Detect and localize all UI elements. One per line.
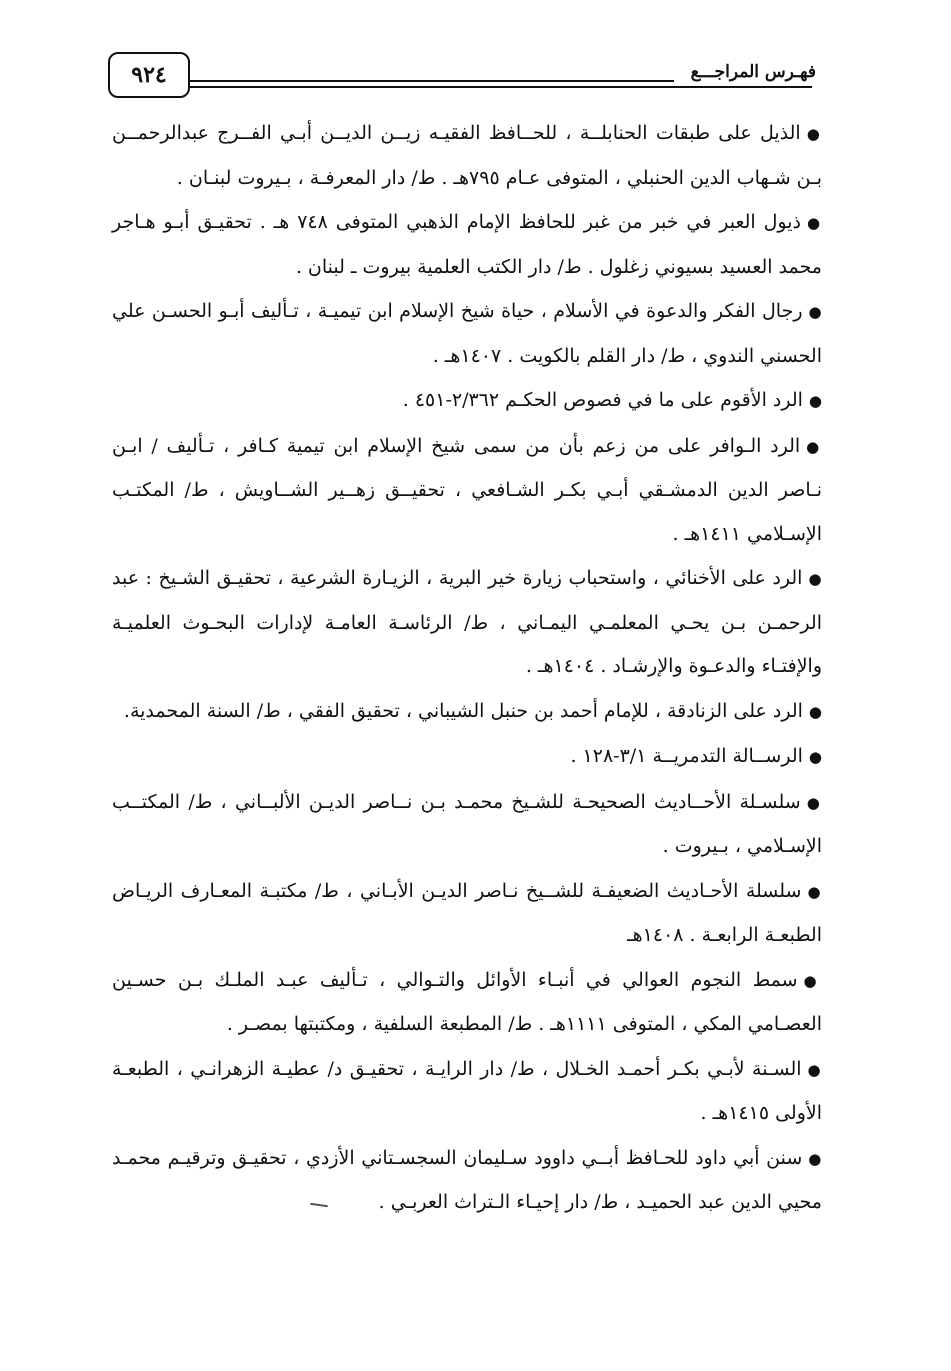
reference-entry	[112, 201, 822, 289]
bullet-icon: ●	[807, 1060, 822, 1079]
reference-entry-text: ذيول العبر في خبر من غبر للحافظ الإمام الذهبي المتوفى ٧٤٨ هـ . تحقيـق أبـو هـاجر محمد العسيد بسيوني زغلول . ط/ دار الكتب العلمية بيروت ـ لبنان .	[112, 211, 822, 278]
reference-entry-text: الرســالة التدمريــة ٣/١-١٢٨ .	[570, 745, 803, 767]
bullet-icon: ●	[807, 882, 822, 901]
reference-entry	[112, 379, 822, 424]
reference-entry-text: سنن أبي داود للحـافظ أبــي داوود سـليمان السجسـتاني الأزدي ، تحقيـق وترقيـم محمـد محيي الدين عبد الحميـد ، ط/ دار إحيـاء الـتراث العربـي .	[112, 1146, 822, 1213]
header-rule-short	[190, 80, 674, 82]
running-title: فهـرس المراجـــع	[690, 62, 816, 82]
reference-list	[112, 112, 822, 1226]
bullet-icon: ●	[808, 392, 822, 410]
bullet-icon: ●	[803, 971, 822, 990]
bullet-icon: ●	[808, 748, 822, 766]
bullet-icon: ●	[808, 1149, 822, 1168]
reference-entry	[112, 690, 822, 735]
reference-entry	[112, 1137, 822, 1225]
reference-entry	[112, 1048, 822, 1136]
reference-entry	[112, 557, 822, 689]
bullet-icon: ●	[806, 125, 822, 143]
reference-entry	[112, 112, 822, 200]
reference-entry-text: الذيل على طبقات الحنابلــة ، للحــافظ الفقيـه زيــن الديــن أبـي الفــرج عبدالرحمــن بـن شـهاب الدين الحنبلي ، المتوفى عـام ٧٩٥هـ . ط/ دار المعرفـة ، بـيروت لبنـان .	[112, 122, 822, 189]
reference-entry	[112, 959, 822, 1047]
bullet-icon: ●	[806, 793, 822, 812]
reference-entry	[112, 290, 822, 378]
reference-entry	[112, 735, 822, 780]
header-rule-long	[190, 86, 812, 88]
reference-entry-text: سلسـلة الأحــاديث الصحيحـة للشـيخ محمـد بـن نــاصر الديـن الألبــاني ، ط/ المكتــب الإسـلامي ، بـيروت .	[112, 790, 822, 857]
reference-entry-text: سمط النجوم العوالي في أنبـاء الأوائل والتـوالي ، تـأليف عبـد الملـك بـن حسـين العصـامي المكي ، المتوفى ١١١١هـ . ط/ المطبعة السلفية ، ومكتبتها بمصـر .	[112, 968, 822, 1035]
reference-entry	[112, 781, 822, 869]
page-number-box	[108, 52, 190, 98]
reference-entry-text: الرد على الزنادقة ، للإمام أحمد بن حنبل الشيباني ، تحقيق الفقي ، ط/ السنة المحمدية.	[123, 699, 803, 722]
bullet-icon: ●	[808, 702, 822, 721]
page-header	[0, 0, 951, 110]
reference-entry-text: الرد على الأخنائي ، واستحباب زيارة خير البرية ، الزيـارة الشرعية ، تحقيـق الشـيخ : عبد الرحمـن بـن يحـي المعلمـي اليمـاني ، ط/ الرئاسـة العامـة لإدارات البحـوث العلميـة والإفتـاء والدعـوة والإرشـاد . ١٤٠٤هـ .	[112, 567, 822, 677]
reference-entry	[112, 870, 822, 958]
reference-entry-text: الرد الـوافر على من زعم بأن من سمى شيخ الإسلام ابن تيمية كـافر ، تـأليف / ابـن نـاصر الدين الدمشـقي أبـي بكـر الشـافعي ، تحقيــق زهــير الشــاويش ، ط/ المكتـب الإسـلامي ١٤١١هـ .	[112, 434, 822, 545]
reference-entry-text: سلسلة الأحـاديث الضعيفـة للشــيخ نـاصر الديـن الأبـاني ، ط/ مكتبـة المعـارف الريـاض الطبعـة الرابعـة . ١٤٠٨هـ	[112, 879, 822, 946]
bullet-icon: ●	[807, 214, 822, 232]
reference-entry	[112, 425, 822, 557]
reference-entry-text: السـنة لأبـي بكـر أحمـد الخـلال ، ط/ دار الرايـة ، تحقيـق د/ عطيـة الزهرانـي ، الطبعـة الأولى ١٤١٥هـ .	[112, 1057, 822, 1124]
bullet-icon: ●	[808, 570, 823, 588]
reference-entry-text: رجال الفكر والدعوة في الأسلام ، حياة شيخ الإسلام ابن تيميـة ، تـأليف أبـو الحسـن علي الحسني الندوي ، ط/ دار القلم بالكويت . ١٤٠٧هـ .	[112, 300, 822, 367]
bullet-icon: ●	[808, 303, 823, 321]
bullet-icon: ●	[806, 437, 822, 456]
reference-entry-text: الرد الأقوم على ما في فصوص الحكـم ٢/٣٦٢-٤٥١ .	[402, 389, 803, 411]
page-number: ٩٢٤	[131, 62, 167, 88]
